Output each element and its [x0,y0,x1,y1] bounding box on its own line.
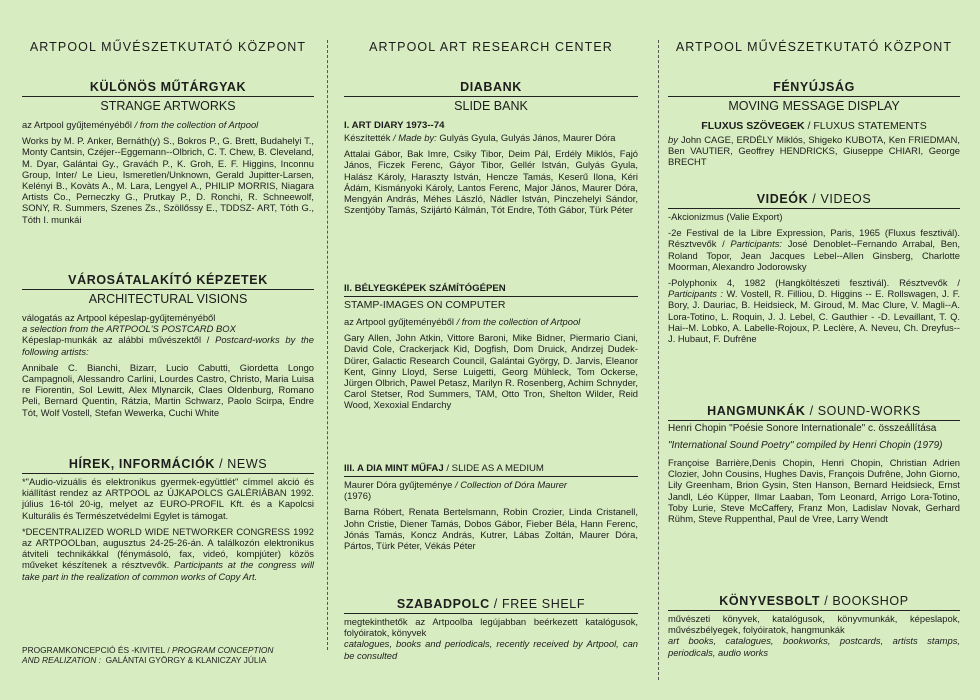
bookshop-text: művészeti könyvek, katalógusok, könyvmunkák, képeslapok, művészbélyegek, folyóiratok, hangmunkák art books, catalogues, bookworks, postcards, artists stamps, periodicals, audio works [668,613,960,658]
section-rule [344,96,638,97]
art-diary-makers: Készítették / Made by: Gulyás Gyula, Gulyás János, Maurer Dóra [344,132,616,143]
architectural-visions-title: VÁROSÁTALAKÍTÓ KÉPZETEK [68,273,268,287]
fluxus-heading: FLUXUS SZÖVEGEK / FLUXUS STATEMENTS [701,120,927,132]
bookshop-title: KÖNYVESBOLT / BOOKSHOP [719,594,909,608]
art-diary-section [344,120,638,215]
stamp-images-section [344,283,638,411]
videos-title: VIDEÓK / VIDEOS [756,192,872,206]
section-rule [22,289,314,290]
section-rule [22,96,314,97]
slide-medium-heading: III. A DIA MINT MŰFAJ / SLIDE AS A MEDIUM [344,463,544,474]
sound-works-intro-hu: Henri Chopin "Poésie Sonore Internationale" c. összeállítása [668,423,937,434]
moving-message-title: FÉNYÚJSÁG [773,80,855,94]
fluxus-authors: by John CAGE, ERDÉLY Miklós, Shigeko KUBOTA, Ken FRIEDMAN, Ben VAUTIER, Geoffrey HENDRICKS, Giuseppe CHIARI, George BRECHT [668,134,960,168]
news-section [22,457,314,582]
strange-artworks-artists: Works by M. P. Anker, Bernáth(y) S., Bokros P., G. Brett, Budahelyi T., Monty Cantsin, Czéjer--Eggemann--Olbrich, C. T. Chew, B. Cleveland, M. Dyar, Galántai Gy., Graváćh P., K. Groh, E. F. Higgins, Inconnu Group, Inter/ Le Lieu, Ismeretlen/Unknown, Gerald Jupitter-Larsen, Kelényi B., Kovàts A., M. Lara, Lengyel A., PHILIP MORRIS, Niagara Artists Co., Perneczky G., Prutkay P., D. Ronchi, R. Schneewolf, SONY, R. Summers, Szenes Zs., Szöllőssy E., TDDSZ- ART, Tóth G., Tóth I. munkái [22,135,314,225]
slide-bank-section [344,80,638,114]
sound-works-intro-en: "International Sound Poetry" compiled by Henri Chopin (1979) [668,440,943,451]
architectural-visions-artists: Annibale C. Bianchi, Bizarr, Lucio Cabutti, Giordetta Longo Campagnoli, Alessandro Carlini, Lourdes Castro, Christo, Maria Luisa re Fiorentin, Sol Lewitt, Alex Mlynarcik, Claes Oldenburg, Romano Peli, Bernard Quentin, Rátzia, Martin Schwarz, Paolo Scirpa, Endre Tót, Wolf Vostell, Stefan Wewerka, Cuchi White [22,361,314,418]
right-column [668,0,960,700]
program-credits: PROGRAMKONCEPCIÓ ÉS -KIVITEL / PROGRAM CONCEPTION AND REALIZATION : GALÁNTAI GYÖRGY & KLANICZAY JÚLIA [22,645,274,666]
moving-message-subtitle: MOVING MESSAGE DISPLAY [728,99,900,113]
video-item-3: -Polyphonix 4, 1982 (Hangköltészeti fesztivál). Résztvevők / Participants : W. Vostell, R. Filliou, D. Higgins -- E. Rollswagen, J. F. Bory, J. Dauriac, B. Heidsieck, M. Giroud, M. Mac Clure, V. Magli--A. Lora-Totino, L. Roquin, J. J. Lebel, C. Gauthier - -D. Levaillant, T. Q. Hai--M. Lobko, A. Labelle-Rojoux, P. Leclère, A. Neveu, Ch. Dreyfus--J. Hubaut, F. Dufrêne [668,277,960,345]
architectural-visions-subtitle: ARCHITECTURAL VISIONS [88,292,248,306]
section-rule [668,610,960,611]
slide-medium-artists: Barna Róbert, Renata Bertelsmann, Robin Crozier, Linda Cristanell, John Cristie, Diener Tamás, Dobos Gábor, Fieber Béla, Hann Ferenc, Jónás Tamás, Koncz András, Kutrer, Lábas Zoltán, Maurer Dóra, Pártos, Türk Péter, Vékás Péter [344,506,638,552]
left-column [22,0,314,700]
section-rule [344,476,638,477]
architectural-visions-intro: válogatás az Artpool képeslap-gyűjteményéből a selection from the ARTPOOL'S POSTCARD BOX Képeslap-munkák az alábbi művészektől / Postcard-works by the following artists: [22,312,314,357]
strange-artworks-section [22,80,314,225]
free-shelf-section [344,597,638,661]
sound-works-title: HANGMUNKÁK / SOUND-WORKS [707,404,921,418]
news-item-2: *DECENTRALIZED WORLD WIDE NETWORKER CONGRESS 1992 az ARTPOOLban, augusztus 24-25-26-án. A találkozón elektronikus átviteli technikákkal (fénymásoló, fax, videó, kompjúter) közös műveket készítenek a résztvevők. Participants at the congress will take part in the realization of common works of Copy Art. [22,525,315,582]
right-column-header: ARTPOOL MŰVÉSZETKUTATÓ KÖZPONT [675,40,953,54]
section-rule [668,96,960,97]
strange-artworks-subtitle: STRANGE ARTWORKS [100,99,236,113]
moving-message-section [668,80,960,168]
slide-medium-section [344,463,638,551]
stamp-images-subheading: STAMP-IMAGES ON COMPUTER [344,299,506,311]
sound-works-artists: Françoise Barrière,Denis Chopin, Henri Chopin, Christian Adrien Clozier, John Cousins, Hughes Davis, François Dufrêne, John Giorno, Lily Greenham, Brion Gysin, Sten Hanson, Bernard Heidsieck, Ernst Jandl, Léo Küpper, Ilmar Laaban, Tom Leonard, Arrigo Lora-Totino, Toby Lurie, Steve McCaffery, Franz Mon, Ladislav Novak, Gerhard Rühm, Steve Ruppenthal, Paul de Vree, Larry Wendt [668,457,960,525]
art-diary-heading: I. ART DIARY 1973--74 [344,120,445,131]
strange-artworks-title: KÜLÖNÖS MŰTÁRGYAK [89,80,247,94]
free-shelf-text: megtekinthetők az Artpoolba legújabban beérkezett katalógusok, folyóiratok, könyvek catalogues, books and periodicals, recently received by Artpool, can be consulted [344,616,638,661]
slide-medium-intro: Maurer Dóra gyűjteménye / Collection of Dóra Maurer (1976) [344,479,568,502]
bookshop-section [668,594,960,658]
stamp-images-intro: az Artpool gyűjteményéből / from the collection of Artpool [344,316,581,327]
section-rule [344,613,638,614]
free-shelf-title: SZABADPOLC / FREE SHELF [396,597,586,611]
slide-bank-subtitle: SLIDE BANK [454,99,528,113]
section-rule [668,208,960,209]
center-column [344,0,638,700]
art-diary-artists: Attalai Gábor, Bak Imre, Csiky Tibor, Deim Pál, Erdély Miklós, Fajó János, Ficzek Ferenc, Gáyor Tibor, Gellér István, Gulyás Gyula, Halász Károly, Haraszty István, Hencze Tamás, Keserű Ilona, Kéri Ádám, Kismányoki Károly, Lantos Ferenc, Major János, Maurer Dóra, Mengyán András, Méhes László, Nádler István, Pinczehelyi Sándor, Szentjóby Tamás, Szijártó Kálmán, Tót Endre, Tóth Gábor, Türk Péter [344,148,638,216]
video-item-2: -2e Festival de la Libre Expression, Paris, 1965 (Fluxus fesztivál). Résztvevők / Participants: José Denoblet--Fernando Arrabal, Ben, Roland Topor, Jean Jacques Lebel--Allen Ginsberg, Charlotte Moorman, Alexandro Jodorowsky [668,227,960,272]
stamp-images-artists: Gary Allen, John Atkin, Vittore Baroni, Mike Bidner, Piermario Ciani, David Cole, Crackerjack Kid, Dogfish, Dom Druick, Andrzej Dudek-Dürer, Galactic Research Council, Galántai György, D. Jarvis, Eleanor Kent, Ginny Lloyd, Serse Luigetti, Georg Mühleck, Tom Ockerse, Jürgen Olbrich, Pawel Petasz, Marilyn R. Rosenberg, Achim Schnyder, Carol Stetser, Rod Summers, TAM, Otto Tron, Shelton Wilder, Reid Wood, Xexoxial Endarchy [344,332,638,411]
stamp-images-heading: II. BÉLYEGKÉPEK SZÁMÍTÓGÉPEN [344,283,506,294]
architectural-visions-section [22,273,314,418]
left-column-header: ARTPOOL MŰVÉSZETKUTATÓ KÖZPONT [29,40,307,54]
column-divider-left [327,40,328,650]
section-rule [344,296,638,297]
section-rule [22,473,314,474]
section-rule [668,420,960,421]
sound-works-section [668,404,960,524]
news-item-1: *"Audio-vizuális és elektronikus gyermek-együttlét" címmel akció és kiállítást rendez az ARTPOOL az ÚJKAPOLCS GALÉRIÁBAN 1992. július 16-tól 20-ig, melyet az EURO-PROFIL Kft. és a Kapolcsi Kulturális és Természetvédelmi Egylet is támogat. [22,476,314,521]
column-divider-right [658,40,659,680]
strange-artworks-intro: az Artpool gyűjteményéből / from the collection of Artpool [22,119,259,130]
slide-bank-title: DIABANK [460,80,522,94]
video-item-1: -Akcionizmus (Valie Export) [668,211,783,222]
news-title: HÍREK, INFORMÁCIÓK / NEWS [68,457,268,471]
videos-section [668,192,960,344]
center-column-header: ARTPOOL ART RESEARCH CENTER [369,40,613,54]
